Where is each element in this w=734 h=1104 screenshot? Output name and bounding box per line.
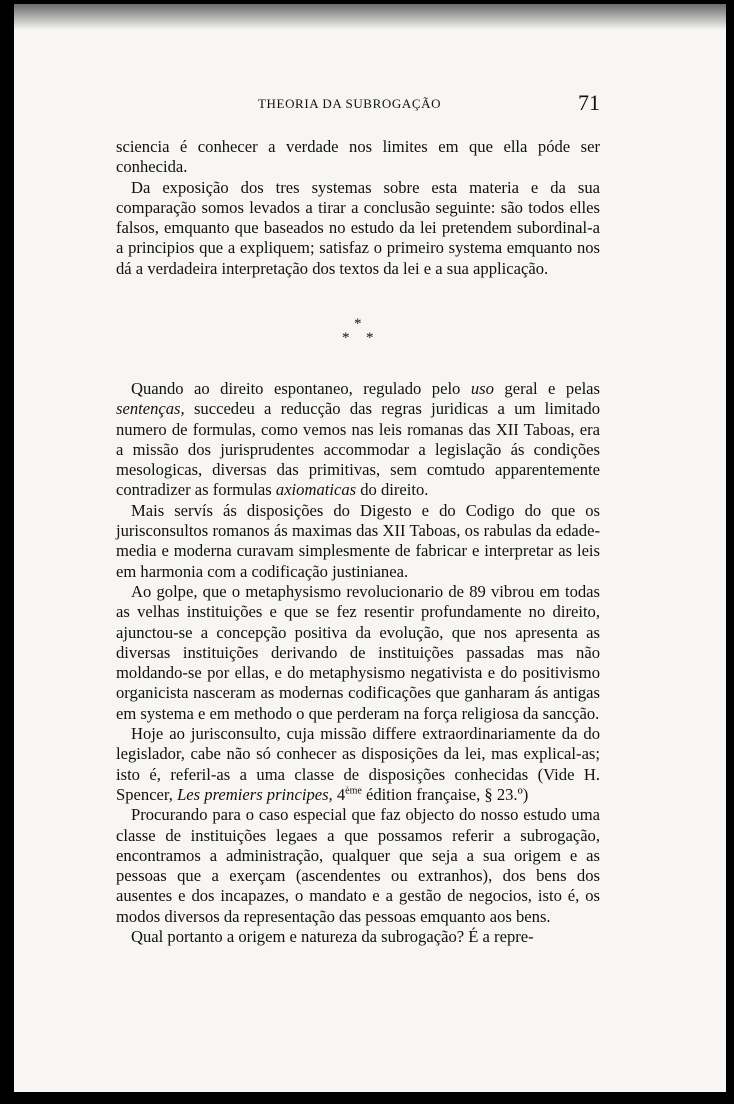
paragraph: Mais servís ás disposições do Digesto e do Codigo do que os jurisconsultos romanos ás maximas das XII Taboas, os rabulas da edade-media e moderna curavam simplesmente de fabricar e interpretar as leis em harmonia com a codificação justinianea. xyxy=(116,500,600,581)
asterisk-icon: * xyxy=(366,330,374,346)
paragraph: Ao golpe, que o metaphysismo revolucionario de 89 vibrou em todas as velhas instituições e que se fez resentir profundamente no direito, ajunctou-se a concepção positiva da evolução, que nos apresenta as diversas instituições derivando de instituições passadas mas não moldando-se por ellas, e do metaphysismo negativista e do positivismo organicista nasceram as modernas codificações que ganharam ás antigas em systema e em methodo o que perderam na força religiosa da sancção. xyxy=(116,581,600,723)
running-title: THEORIA DA SUBROGAÇÃO xyxy=(258,96,442,111)
page-header xyxy=(118,92,600,116)
italic-term: sentenças, xyxy=(116,399,185,419)
paragraph: sciencia é conhecer a verdade nos limites em que ella póde ser conhecida. xyxy=(116,137,600,177)
paragraph: Quando ao direito espontaneo, regulado pelo uso geral e pelas sentenças, succedeu a reducção das regras juridicas a um limitado numero de formulas, como vemos nas leis romanas das XII Taboas, era a missão dos jurisprudentes accommodar a legislação ás condições mesologicas, diversas das primitivas, sem comtudo apparentemente contradizer as formulas axiomaticas do direito. xyxy=(116,379,601,500)
page-number: 71 xyxy=(578,90,600,115)
italic-term: uso xyxy=(470,379,494,398)
paragraph: Qual portanto a origem e natureza da subrogação? É a repre- xyxy=(131,927,534,947)
asterisk-icon: * xyxy=(354,316,362,332)
book-title: Les premiers principes, xyxy=(177,784,333,804)
italic-term: axiomaticas xyxy=(275,480,357,500)
paragraph: Da exposição dos tres systemas sobre esta materia e da sua comparação somos levados a tirar a conclusão seguinte: são todos elles falsos, emquanto que baseados no estudo da lei pretendem subordinal-a a principios que a expliquem; satisfaz o primeiro systema emquanto nos dá a verdadeira interpretação dos textos da lei e a sua applicação. xyxy=(116,177,600,278)
text-block-main xyxy=(116,379,600,947)
scan-shadow xyxy=(14,4,726,30)
paragraph: Hoje ao jurisconsulto, cuja missão differe extraordinariamente da do legislador, cabe não só conhecer as disposições da lei, mas explical-as; isto é, referil-as a uma classe de disposições conhecidas (Vide H. Spencer, Les premiers principes, 4ème édition française, § 23.º) xyxy=(116,724,600,804)
book-page xyxy=(14,4,726,1092)
section-separator xyxy=(336,316,386,352)
paragraph: Procurando para o caso especial que faz objecto do nosso estudo uma classe de instituições legaes a que possamos referir a subrogação, encontramos a administração, qualquer que seja a sua origem e as pessoas que a exerçam (ascendentes ou extranhos), dos bens dos ausentes e dos incapazes, o mandato e a gestão de negocios, isto é, os modos diversos da representação das pessoas emquanto aos bens. xyxy=(116,805,600,926)
text-block-top xyxy=(116,137,600,279)
asterisk-icon: * xyxy=(342,330,350,346)
